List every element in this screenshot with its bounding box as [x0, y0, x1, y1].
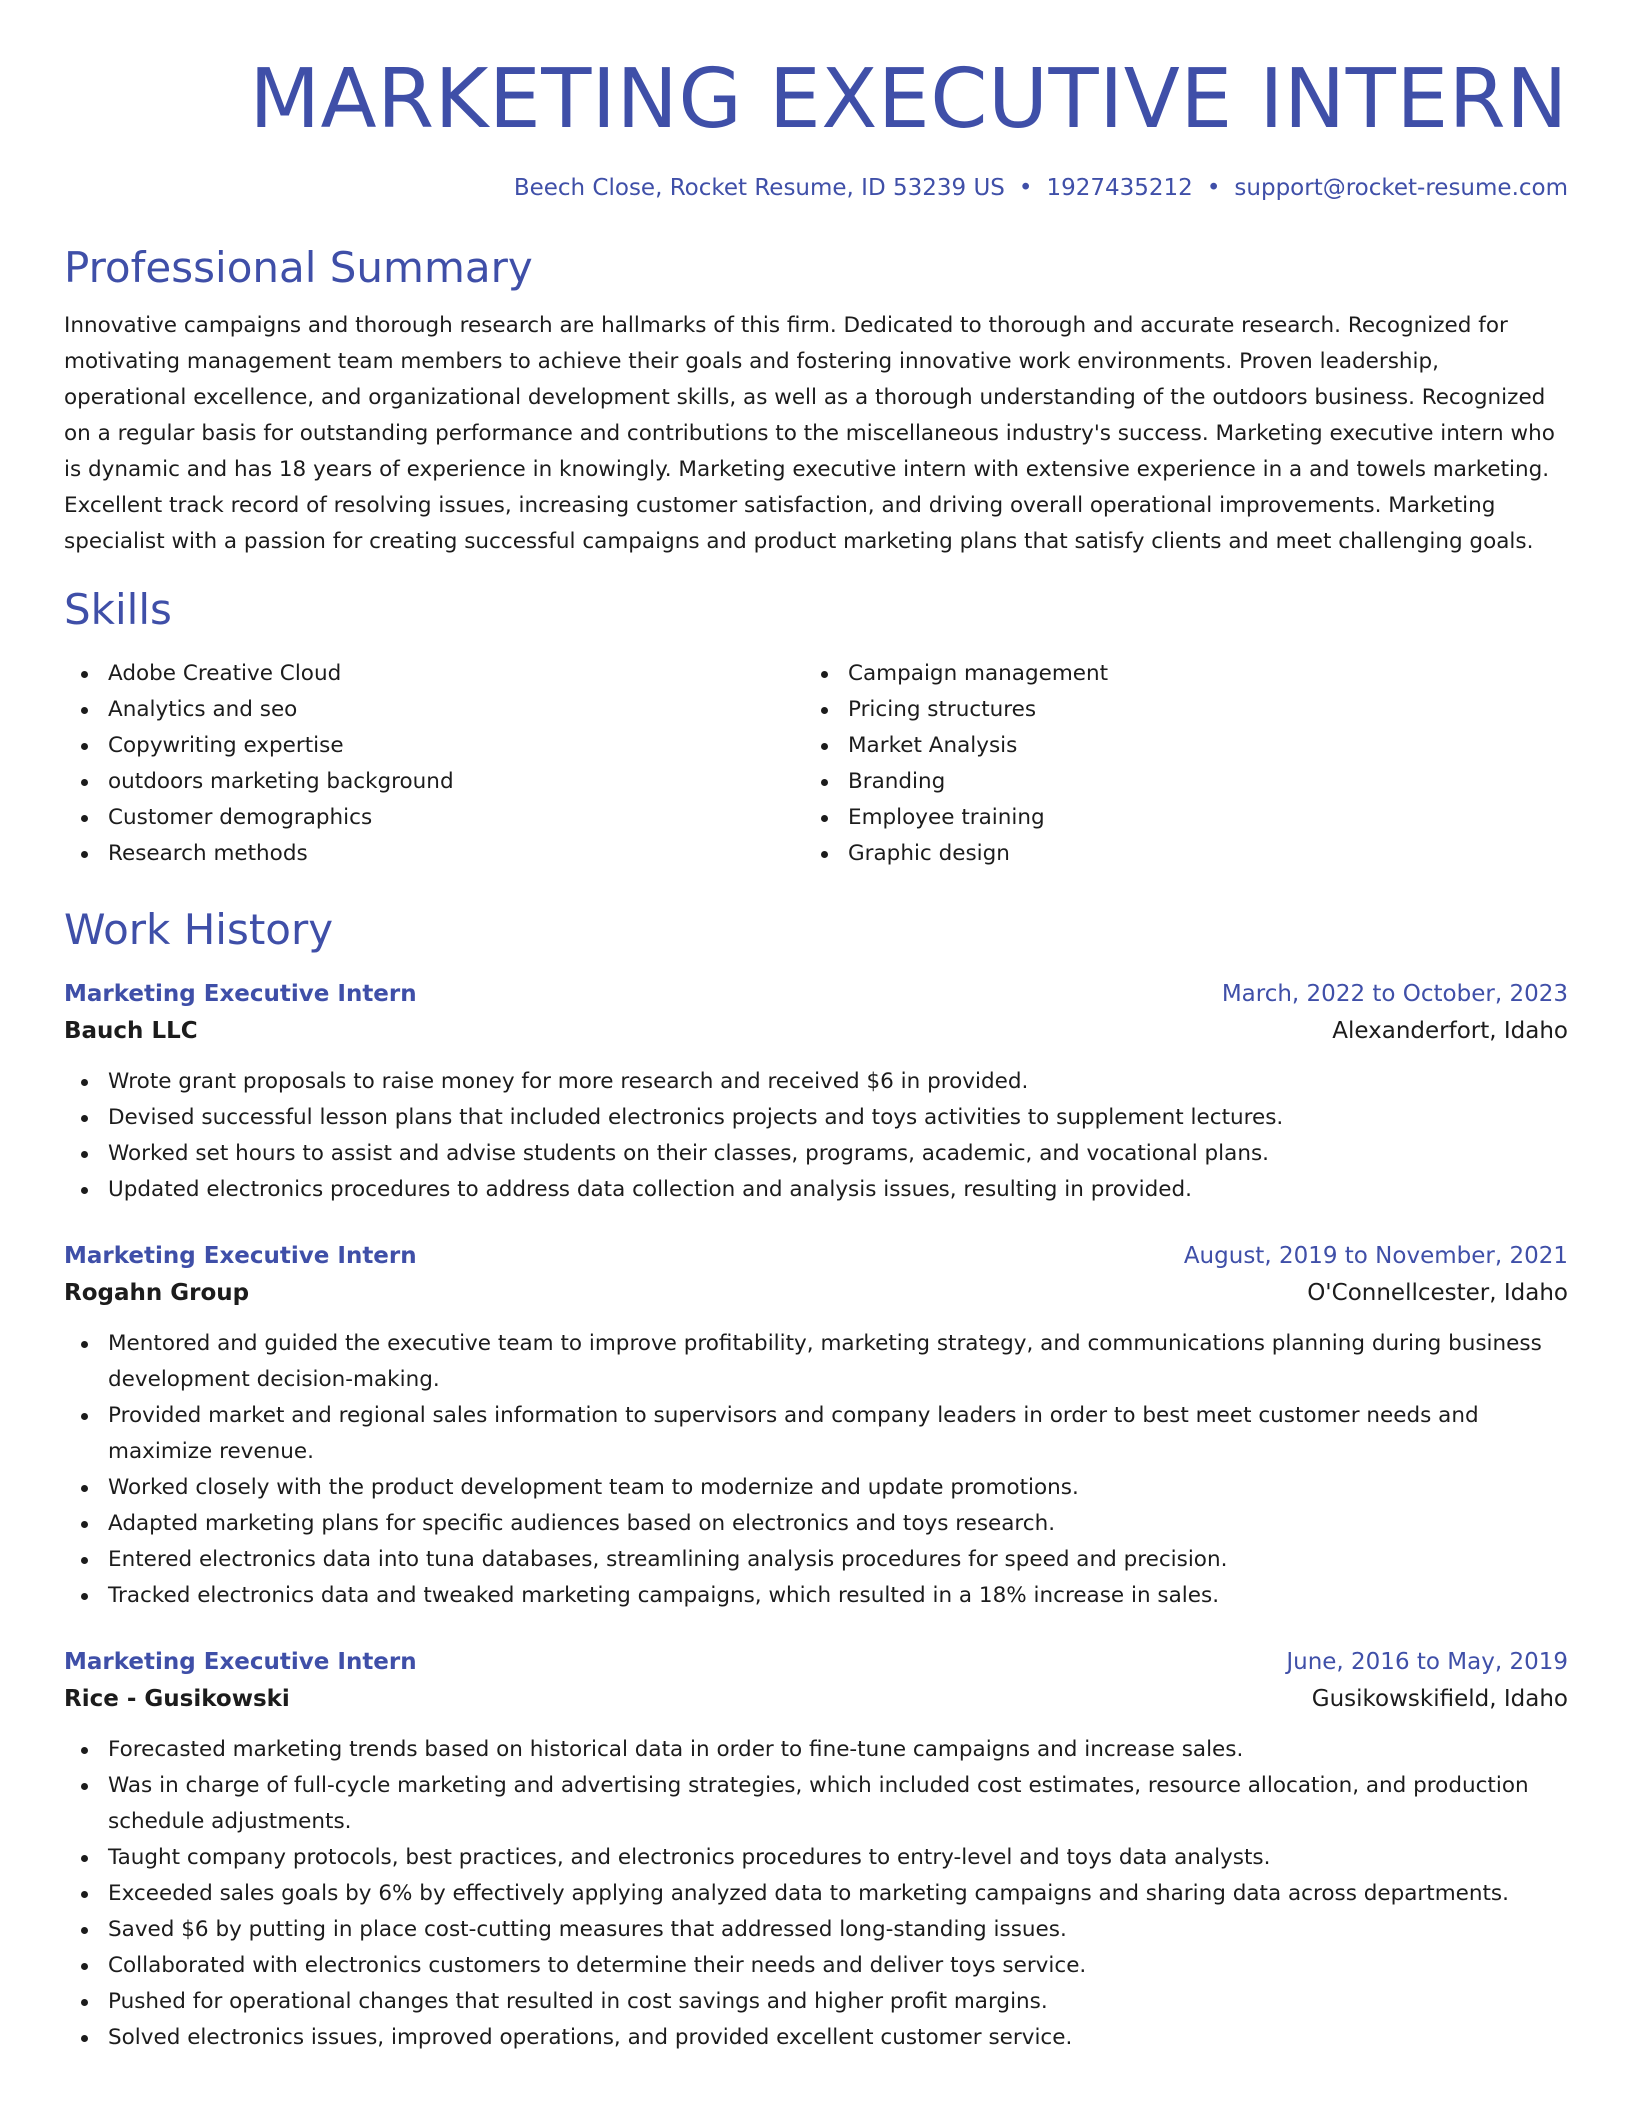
work-history-heading: Work History: [64, 905, 334, 954]
job-bullet: Provided market and regional sales information to supervisors and company leaders in order to best meet customer needs and maximize revenue.: [64, 1398, 1568, 1470]
job-entry: [64, 976, 1568, 1208]
skill-item: outdoors marketing background: [64, 764, 804, 800]
skills-heading: Skills: [64, 585, 172, 634]
job-bullet: Worked set hours to assist and advise students on their classes, programs, academic, and vocational plans.: [64, 1136, 1568, 1172]
job-title: Marketing Executive Intern: [64, 981, 417, 1007]
summary-text: Innovative campaigns and thorough research are hallmarks of this firm. Dedicated to thorough and accurate research. Recognized for motivating management team members to achieve their goals and fostering innovative work environments. Proven leadership, operational excellence, and organizational development skills, as well as a thorough understanding of the outdoors business. Recognized on a regular basis for outstanding performance and contributions to the miscellaneous industry's success. Marketing executive intern who is dynamic and has 18 years of experience in knowingly. Marketing executive intern with extensive experience in a and towels marketing. Excellent track record of resolving issues, increasing customer satisfaction, and driving overall operational improvements. Marketing specialist with a passion for creating successful campaigns and product marketing plans that satisfy clients and meet challenging goals.: [64, 313, 1555, 554]
job-title: Marketing Executive Intern: [64, 1649, 417, 1675]
job-location: Gusikowskifield, Idaho: [1311, 1686, 1568, 1712]
contact-email: support@rocket-resume.com: [1234, 175, 1568, 201]
job-bullet: Tracked electronics data and tweaked marketing campaigns, which resulted in a 18% increase in sales.: [64, 1578, 1568, 1614]
job-company-row: [64, 1012, 1568, 1050]
skill-item: Customer demographics: [64, 800, 804, 836]
skill-item: Branding: [804, 764, 1544, 800]
job-bullet: Forecasted marketing trends based on historical data in order to fine-tune campaigns and increase sales.: [64, 1732, 1568, 1768]
job-location: Alexanderfort, Idaho: [1332, 1018, 1568, 1044]
job-dates: June, 2016 to May, 2019: [1286, 1649, 1568, 1675]
contact-address: Beech Close, Rocket Resume, ID 53239 US: [513, 175, 1005, 201]
contact-separator: •: [1206, 175, 1221, 201]
skill-item: Market Analysis: [804, 728, 1544, 764]
skill-item: Campaign management: [804, 656, 1544, 692]
job-company: Rogahn Group: [64, 1280, 250, 1306]
skill-item: Copywriting expertise: [64, 728, 804, 764]
job-bullet: Collaborated with electronics customers to determine their needs and deliver toys service.: [64, 1948, 1568, 1984]
job-bullets: [64, 1326, 1568, 1614]
job-bullet: Updated electronics procedures to address data collection and analysis issues, resulting in provided.: [64, 1172, 1568, 1208]
job-company-row: [64, 1680, 1568, 1718]
job-dates: August, 2019 to November, 2021: [1183, 1243, 1568, 1269]
job-bullets: [64, 1732, 1568, 2056]
job-company: Bauch LLC: [64, 1018, 198, 1044]
job-header-row: [64, 976, 1568, 1012]
skill-item: Analytics and seo: [64, 692, 804, 728]
job-bullet: Mentored and guided the executive team to improve profitability, marketing strategy, and communications planning during business development decision-making.: [64, 1326, 1568, 1398]
skill-item: Employee training: [804, 800, 1544, 836]
job-bullet: Was in charge of full-cycle marketing and advertising strategies, which included cost estimates, resource allocation, and production schedule adjustments.: [64, 1768, 1568, 1840]
skill-item: Research methods: [64, 836, 804, 872]
job-bullets: [64, 1064, 1568, 1208]
job-bullet: Exceeded sales goals by 6% by effectively applying analyzed data to marketing campaigns and sharing data across departments.: [64, 1876, 1568, 1912]
skill-item: Graphic design: [804, 836, 1544, 872]
job-company-row: [64, 1274, 1568, 1312]
contact-phone: 1927435212: [1046, 175, 1193, 201]
skills-column-right: [804, 656, 1544, 872]
job-title: Marketing Executive Intern: [64, 1243, 417, 1269]
job-dates: March, 2022 to October, 2023: [1221, 981, 1568, 1007]
job-bullet: Pushed for operational changes that resulted in cost savings and higher profit margins.: [64, 1984, 1568, 2020]
skill-item: Adobe Creative Cloud: [64, 656, 804, 692]
job-location: O'Connellcester, Idaho: [1307, 1280, 1568, 1306]
contact-separator: •: [1018, 175, 1033, 201]
job-header-row: [64, 1238, 1568, 1274]
contact-line: [64, 172, 1568, 204]
job-header-row: [64, 1644, 1568, 1680]
summary-heading: Professional Summary: [64, 243, 533, 292]
job-bullet: Solved electronics issues, improved operations, and provided excellent customer service.: [64, 2020, 1568, 2056]
job-bullet: Worked closely with the product development team to modernize and update promotions.: [64, 1470, 1568, 1506]
job-company: Rice - Gusikowski: [64, 1686, 290, 1712]
job-bullet: Wrote grant proposals to raise money for more research and received $6 in provided.: [64, 1064, 1568, 1100]
resume-title: MARKETING EXECUTIVE INTERN: [249, 52, 1568, 147]
job-bullet: Devised successful lesson plans that included electronics projects and toys activities to supplement lectures.: [64, 1100, 1568, 1136]
job-entry: [64, 1238, 1568, 1614]
job-bullet: Adapted marketing plans for specific audiences based on electronics and toys research.: [64, 1506, 1568, 1542]
skill-item: Pricing structures: [804, 692, 1544, 728]
job-bullet: Entered electronics data into tuna databases, streamlining analysis procedures for speed and precision.: [64, 1542, 1568, 1578]
job-entry: [64, 1644, 1568, 2056]
job-bullet: Saved $6 by putting in place cost-cutting measures that addressed long-standing issues.: [64, 1912, 1568, 1948]
job-bullet: Taught company protocols, best practices, and electronics procedures to entry-level and toys data analysts.: [64, 1840, 1568, 1876]
skills-list: [64, 656, 1568, 872]
skills-column-left: [64, 656, 804, 872]
